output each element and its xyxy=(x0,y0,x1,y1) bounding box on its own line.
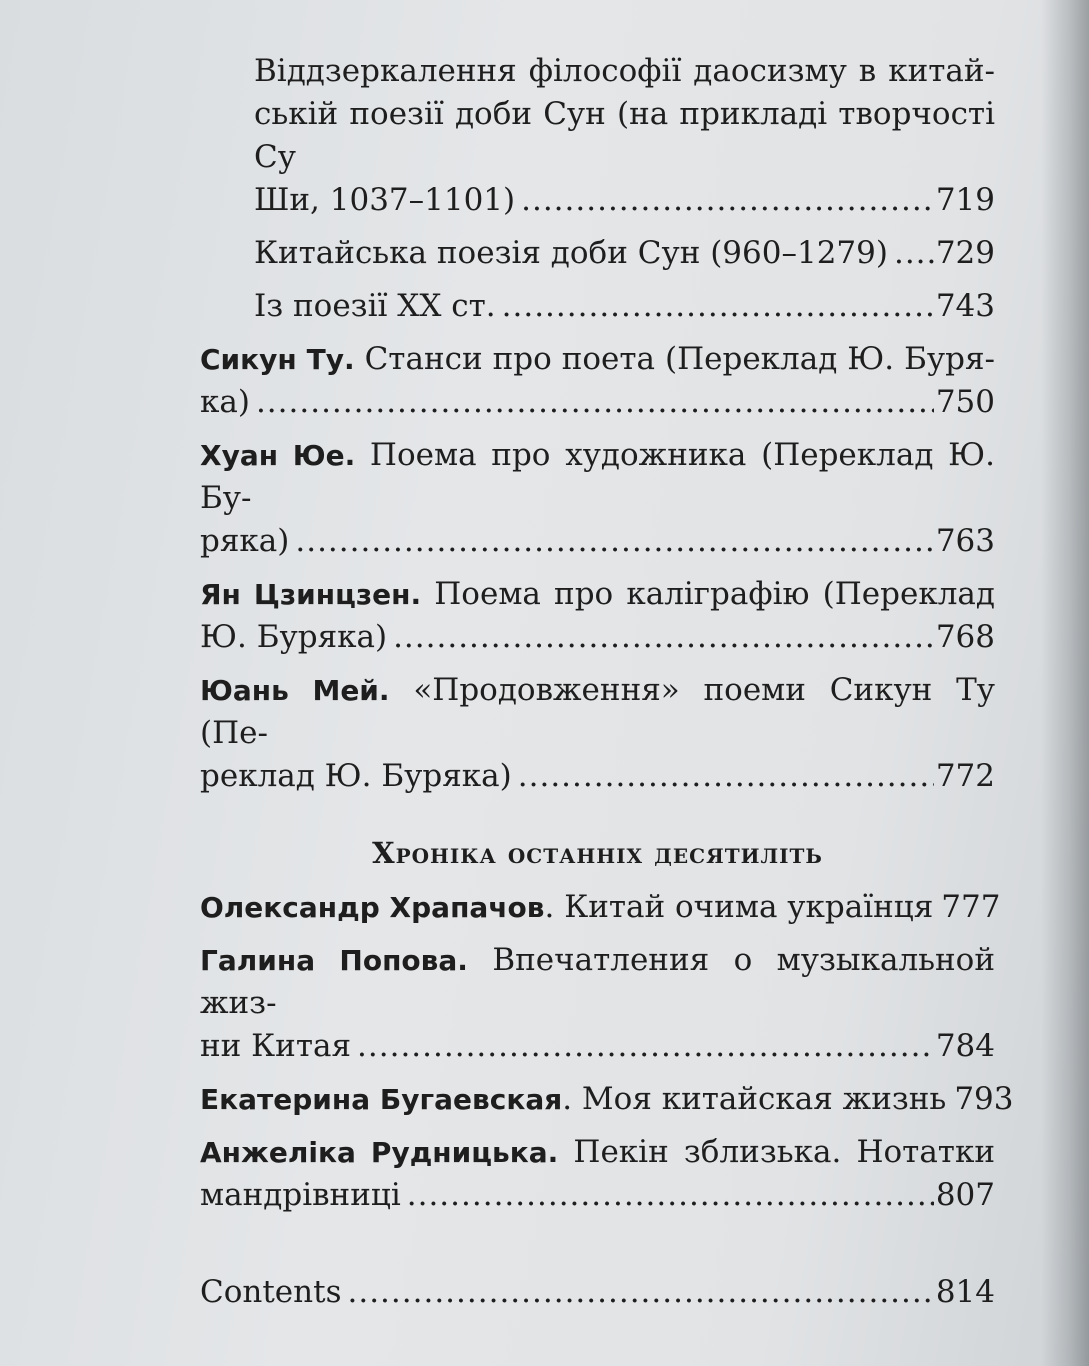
author-name: Юань Мей. xyxy=(200,674,390,707)
leader-dots xyxy=(357,1025,934,1068)
leader-dots xyxy=(295,520,933,563)
author-name: Олександр Храпачов xyxy=(200,891,545,924)
author-name: Ян Цзинцзен. xyxy=(200,578,422,611)
toc-entry-title: Поема про каліграфію (Переклад xyxy=(421,576,995,612)
page-number: 807 xyxy=(935,1177,995,1213)
toc-entry-title: «Продовження» поеми Сикун Ту (Пе- xyxy=(200,672,996,751)
page-number: 772 xyxy=(935,758,995,794)
toc-entry-contents[interactable] xyxy=(200,1271,995,1314)
toc-entry-sikun-tu[interactable] xyxy=(200,338,995,424)
leader-dots xyxy=(894,232,934,275)
toc-entry-title: . Китай очима українця xyxy=(544,889,934,925)
page-number: 750 xyxy=(935,384,995,420)
page-number: 719 xyxy=(935,182,995,218)
toc-entry-daoism[interactable] xyxy=(200,50,995,222)
toc-entry-yan-tszyntszen[interactable] xyxy=(200,573,995,659)
leader-dots xyxy=(502,285,934,328)
page-number: 814 xyxy=(935,1274,995,1310)
leader-dots xyxy=(518,755,934,798)
page-number: 729 xyxy=(935,235,995,271)
page-number: 743 xyxy=(935,288,995,324)
toc-entry-text-last: Ши, 1037–1101) xyxy=(254,182,516,218)
toc-entry-khrapachov[interactable] xyxy=(200,886,1001,929)
leader-dots xyxy=(256,381,934,424)
author-name: Хуан Юе. xyxy=(200,439,356,472)
toc-entry-text-last: Contents xyxy=(200,1274,342,1310)
toc-entry-text-line-2: ській поезії доби Сун (на прикладі творчості Су xyxy=(254,96,995,175)
toc-entry-text-last: Ю. Буряка) xyxy=(200,619,388,655)
page-number: 793 xyxy=(954,1081,1014,1117)
page-edge-shadow xyxy=(1041,0,1089,1366)
author-name: Сикун Ту. xyxy=(200,343,355,376)
toc-entry-text-last: ряка) xyxy=(200,523,290,559)
toc-entry-song-poetry[interactable] xyxy=(200,232,995,275)
toc-entry-title: . Моя китайская жизнь xyxy=(562,1081,947,1117)
toc-entry-text-last: Китайська поезія доби Сун (960–1279) xyxy=(254,235,888,271)
page-number: 768 xyxy=(935,619,995,655)
toc-entry-title: Станси про поета (Переклад Ю. Буря- xyxy=(354,341,995,377)
toc-entry-text-line-1: Віддзеркалення філософії даосизму в китай- xyxy=(254,53,995,89)
toc-entry-text-last: Із поезії XX ст. xyxy=(254,288,496,324)
table-of-contents xyxy=(200,50,1014,1324)
leader-dots xyxy=(407,1174,934,1217)
toc-entry-huan-yue[interactable] xyxy=(200,434,995,563)
toc-entry-text-last: реклад Ю. Буряка) xyxy=(200,758,512,794)
author-name: Анжеліка Рудницька. xyxy=(200,1136,559,1169)
author-name: Галина Попова. xyxy=(200,944,468,977)
leader-dots xyxy=(393,616,934,659)
toc-entry-text-last: ни Китая xyxy=(200,1028,352,1064)
author-name: Екатерина Бугаевская xyxy=(200,1083,563,1116)
page-number: 777 xyxy=(941,889,1001,925)
leader-dots xyxy=(521,179,934,222)
toc-entry-text-last: ка) xyxy=(200,384,250,420)
toc-entry-yuan-mei[interactable] xyxy=(200,669,995,798)
page-number: 763 xyxy=(935,523,995,559)
spacer xyxy=(200,1227,995,1271)
section-heading: Хроніка останніх десятиліть xyxy=(372,836,823,870)
toc-entry-rudnytska[interactable] xyxy=(200,1131,995,1217)
toc-entry-20th-century-poetry[interactable] xyxy=(200,285,995,328)
toc-entry-title: Поема про художника (Переклад Ю. Бу- xyxy=(200,437,995,516)
toc-entry-text-last: мандрівниці xyxy=(200,1177,401,1213)
toc-entry-title: Пекін зблизька. Нотатки xyxy=(558,1134,995,1170)
leader-dots xyxy=(347,1271,933,1314)
toc-entry-title: Впечатления о музыкальной жиз- xyxy=(200,942,996,1021)
toc-entry-popova[interactable] xyxy=(200,939,995,1068)
toc-entry-bugaevskaya[interactable] xyxy=(200,1078,1014,1121)
page-number: 784 xyxy=(935,1028,995,1064)
